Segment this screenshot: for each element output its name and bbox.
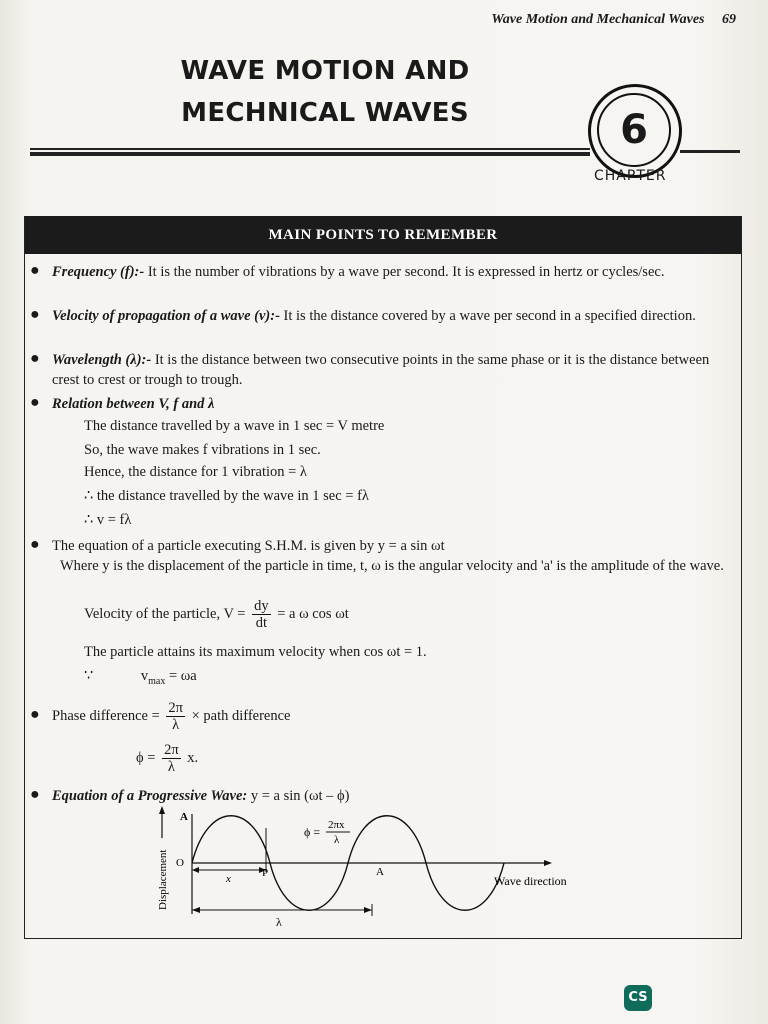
point-velocity-text	[52, 306, 734, 326]
two-pi-over-lambda-fraction: $\frac{2\pi}{\lambda}$	[168, 700, 183, 734]
bullet-icon: ●	[30, 786, 40, 803]
wavelength-term: Wavelength (λ):-	[52, 352, 152, 368]
lambda-arrow-right	[364, 907, 372, 913]
diagram-phi-lhs: ϕ =	[304, 825, 321, 839]
page-number: 69	[722, 12, 736, 27]
section-heading: MAIN POINTS TO REMEMBER	[25, 216, 741, 254]
bullet-icon: ●	[30, 706, 40, 723]
frequency-term: Frequency (f):-	[52, 264, 145, 280]
chapter-number-badge	[588, 84, 682, 178]
frequency-definition: It is the number of vibrations by a wave per second. It is expressed in hertz or cycles/sec.	[144, 264, 665, 280]
bullet-icon: ●	[30, 306, 40, 323]
because-symbol: ∵	[84, 668, 94, 684]
shm-equation-text: The equation of a particle executing S.H.M. is given by y = a sin ωt	[52, 538, 445, 554]
displacement-arrowhead	[159, 806, 165, 814]
title-rule-thin	[30, 148, 590, 150]
velocity-term: Velocity of propagation of a wave (v):-	[52, 308, 280, 324]
chapter-title	[160, 50, 490, 134]
label-lambda: λ	[276, 915, 282, 929]
diagram-phi-num: 2πx	[328, 819, 345, 831]
label-x: x	[226, 873, 231, 885]
chapter-number: 6	[597, 93, 671, 167]
bullet-icon: ●	[30, 536, 40, 553]
diagram-phi-den: λ	[334, 834, 340, 846]
running-head	[491, 12, 736, 28]
title-rule-right	[680, 150, 740, 153]
relation-line-4: ∴ the distance travelled by the wave in 1 sec = fλ	[84, 488, 369, 504]
running-title: Wave Motion and Mechanical Waves	[491, 12, 705, 27]
label-a-axis: A	[376, 866, 384, 878]
chapter-title-line1: WAVE MOTION AND	[180, 56, 470, 86]
x-axis-arrowhead	[544, 860, 552, 866]
label-p: P	[262, 867, 269, 879]
wavelength-definition: It is the distance between two consecutive points in the same phase or it is the distance between crest to crest or trough to trough.	[52, 352, 710, 388]
x-arrow-left	[192, 867, 199, 873]
relation-line-3: Hence, the distance for 1 vibration = λ	[84, 464, 307, 480]
label-wave-direction: Wave direction	[494, 874, 567, 888]
label-a-top: A	[180, 811, 188, 823]
phi-fraction: $\frac{2\pi}{\lambda}$	[164, 742, 179, 776]
particle-velocity-equation: Velocity of the particle, V = $\frac{dy}{dt}$ = a ω cos ωt	[84, 598, 349, 632]
chapter-label: CHAPTER	[594, 168, 667, 184]
point-frequency-text	[52, 262, 734, 282]
dy-dt-fraction: $\frac{dy}{dt}$	[254, 598, 269, 632]
phase-difference-equation: Phase difference = $\frac{2\pi}{\lambda}$ × path difference	[52, 700, 291, 734]
max-velocity-text: The particle attains its maximum velocity when cos ωt = 1.	[84, 644, 427, 660]
relation-line-1: The distance travelled by a wave in 1 sec = V metre	[84, 418, 385, 434]
vmax-equation: ∵ $v_{max} = \omega a$	[84, 668, 197, 687]
progressive-term: Equation of a Progressive Wave:	[52, 788, 248, 804]
title-rule-thick	[30, 152, 590, 156]
velocity-definition: It is the distance covered by a wave per second in a specified direction.	[279, 308, 696, 324]
progressive-equation: y = a sin (ωt – ϕ)	[247, 788, 350, 804]
displacement-label: Displacement	[157, 849, 169, 910]
phi-equation: ϕ = $\frac{2\pi}{\lambda}$ x.	[136, 742, 199, 776]
label-o: O	[176, 857, 184, 869]
bullet-icon: ●	[30, 350, 40, 367]
lambda-arrow-left	[192, 907, 200, 913]
relation-line-2: So, the wave makes f vibrations in 1 sec.	[84, 442, 321, 458]
bullet-icon: ●	[30, 262, 40, 279]
relation-term: Relation between V, f and λ	[52, 396, 215, 412]
relation-line-5: ∴ v = fλ	[84, 512, 132, 528]
progressive-wave-diagram	[150, 806, 590, 930]
progressive-wave-text	[52, 786, 734, 806]
shm-where-text: Where y is the displacement of the particle in time, t, ω is the angular velocity and 'a' is the amplitude of the wave.	[60, 558, 724, 574]
bullet-icon: ●	[30, 394, 40, 411]
camscanner-logo: CS	[624, 985, 652, 1011]
chapter-title-line2: MECHNICAL WAVES	[181, 98, 469, 128]
point-wavelength-text	[52, 350, 734, 390]
